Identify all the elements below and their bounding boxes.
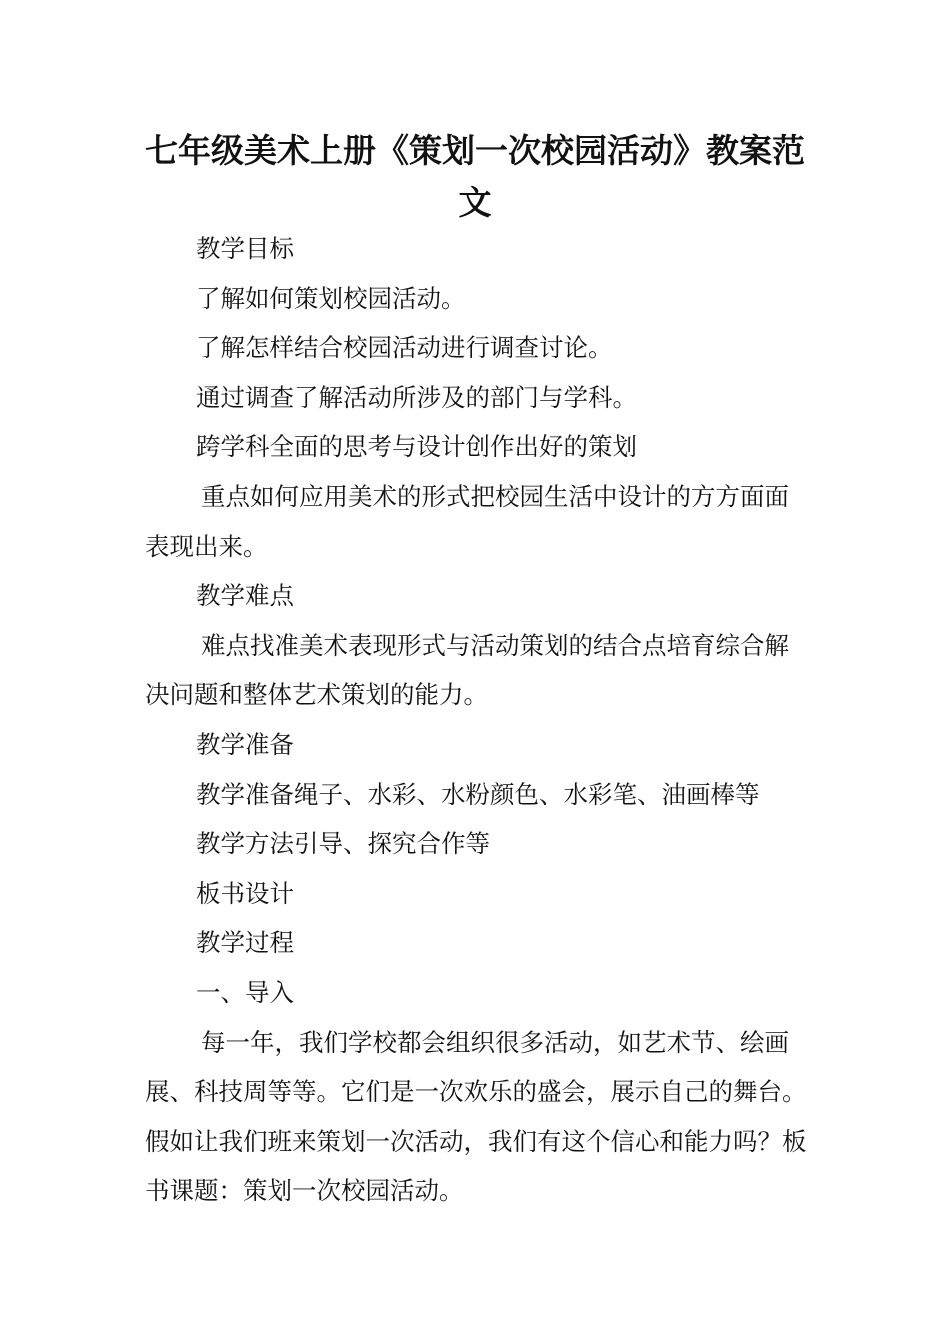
heading-preparation: 教学准备	[196, 729, 294, 759]
paragraph: 通过调查了解活动所涉及的部门与学科。	[196, 382, 637, 412]
paragraph-introduction: 每一年，我们学校都会组织很多活动，如艺术节、绘画展、科技周等等。它们是一次欢乐的盛会，展示自己的舞台。假如让我们班来策划一次活动，我们有这个信心和能力吗？板书课题：策划一次校园活动。	[145, 1027, 807, 1206]
paragraph: 了解如何策划校园活动。	[196, 283, 466, 313]
paragraph-difficulties: 难点找准美术表现形式与活动策划的结合点培育综合解决问题和整体艺术策划的能力。	[145, 630, 789, 710]
paragraph: 教学准备绳子、水彩、水粉颜色、水彩笔、油画棒等	[196, 779, 760, 809]
paragraph: 教学方法引导、探究合作等	[196, 829, 490, 859]
heading-board-design: 板书设计	[196, 878, 294, 908]
heading-difficulties: 教学难点	[196, 581, 294, 611]
paragraph-key-points: 重点如何应用美术的形式把校园生活中设计的方方面面表现出来。	[145, 481, 789, 561]
heading-introduction: 一、导入	[196, 977, 294, 1007]
document-title: 七年级美术上册《策划一次校园活动》教案范文	[145, 131, 805, 222]
heading-teaching-goals: 教学目标	[196, 234, 294, 263]
paragraph: 跨学科全面的思考与设计创作出好的策划	[196, 432, 637, 462]
paragraph: 了解怎样结合校园活动进行调查讨论。	[196, 333, 613, 363]
document-body	[145, 224, 810, 1216]
heading-teaching-process: 教学过程	[196, 928, 294, 958]
